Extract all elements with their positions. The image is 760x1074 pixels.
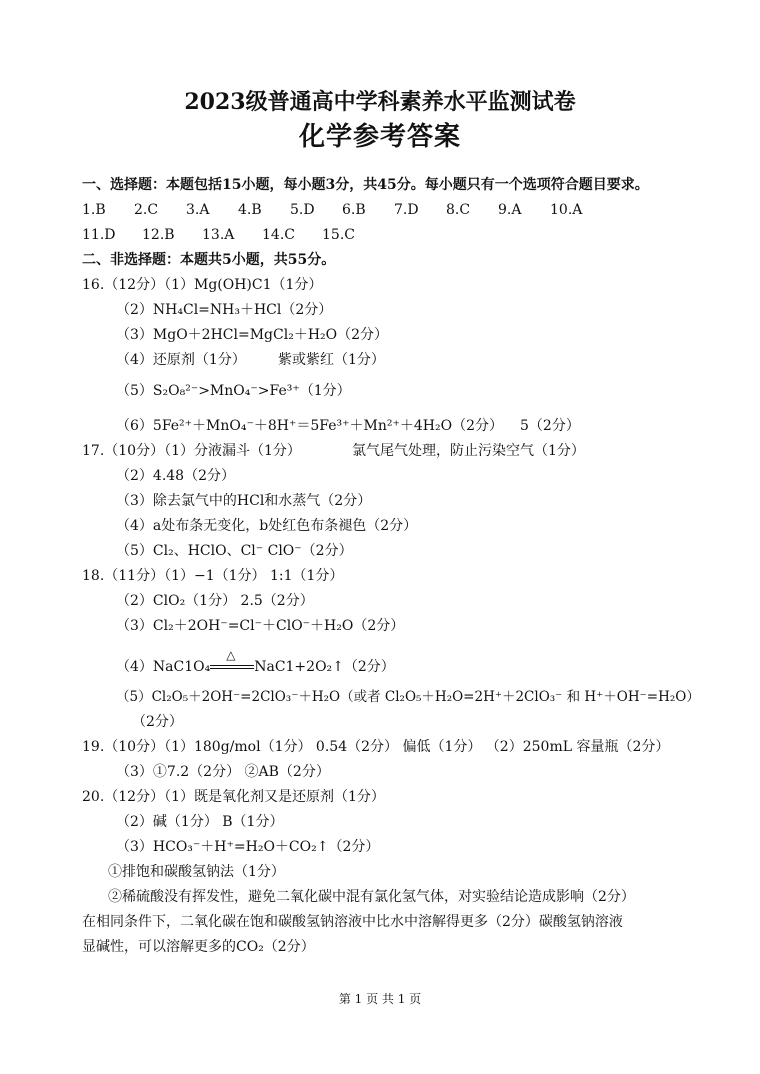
q19-line-2: （3）①7.2（2分） ②AB（2分）: [116, 764, 330, 780]
choice-answer: 14.C: [262, 227, 295, 243]
choice-answer: 2.C: [134, 202, 159, 218]
q16-line-4b: 紫或紫红（1分）: [278, 352, 385, 368]
choices-row-1: [82, 201, 602, 219]
heating-equals-sign: [210, 648, 254, 676]
q18-reactant: （4）NaC1O₄: [116, 659, 211, 675]
choice-answer: 10.A: [550, 202, 583, 218]
q17-line-1b: 氯气尾气处理，防止污染空气（1分）: [352, 443, 585, 459]
q20-line-2: （2）碱（1分） B（1分）: [116, 814, 284, 830]
choice-answer: 3.A: [186, 202, 210, 218]
q17-line-2: （2）4.48（2分）: [116, 468, 235, 484]
choice-answer: 13.A: [202, 227, 235, 243]
choices-row-2: [82, 226, 382, 244]
q18-line-5: （5）Cl₂O₅＋2OH⁻=2ClO₃⁻＋H₂O（或者 Cl₂O₅＋H₂O=2H⁺＋2ClO₃⁻ 和 H⁺＋OH⁻=H₂O）: [116, 689, 700, 705]
heat-triangle-icon: △: [226, 648, 236, 662]
q20-line-1: 20.（12分）（1）既是氧化剂又是还原剂（1分）: [82, 789, 385, 805]
choice-answer: 4.B: [238, 202, 262, 218]
choice-answer: 6.B: [342, 202, 366, 218]
choice-answer: 1.B: [82, 202, 106, 218]
answer-title: 化学参考答案: [298, 122, 461, 152]
q17-line-3: （3）除去氯气中的HCl和水蒸气（2分）: [116, 493, 372, 509]
q17-line-1a: 17.（10分）（1）分液漏斗（1分）: [82, 443, 301, 459]
q20-line-5: ②稀硫酸没有挥发性，避免二氧化碳中混有氯化氢气体，对实验结论造成影响（2分）: [108, 889, 635, 905]
q16-line-6a: （6）5Fe²⁺＋MnO₄⁻＋8H⁺＝5Fe³⁺＋Mn²⁺＋4H₂O（2分）: [116, 418, 503, 434]
exam-title: 2023级普通高中学科素养水平监测试卷: [184, 89, 576, 115]
choice-answer: 12.B: [142, 227, 175, 243]
choice-answer: 7.D: [394, 202, 419, 218]
q20-line-4: ①排饱和碳酸氢钠法（1分）: [108, 864, 285, 880]
choice-answer: 9.A: [498, 202, 522, 218]
q18-line-3: （3）Cl₂＋2OH⁻=Cl⁻＋ClO⁻＋H₂O（2分）: [116, 618, 405, 634]
q20-line-3: （3）HCO₃⁻＋H⁺=H₂O＋CO₂↑（2分）: [116, 839, 380, 855]
q16-line-5: （5）S₂O₈²⁻>MnO₄⁻>Fe³⁺（1分）: [116, 383, 351, 399]
q16-line-1: 16.（12分）（1）Mg(OH)C1（1分）: [82, 277, 323, 293]
q16-line-2: （2）NH₄Cl=NH₃＋HCl（2分）: [116, 302, 333, 318]
q20-line-6: 在相同条件下，二氧化碳在饱和碳酸氢钠溶液中比水中溶解得更多（2分）碳酸氢钠溶液: [82, 914, 623, 930]
q17-line-4: （4）a处布条无变化，b处红色布条褪色（2分）: [116, 518, 418, 534]
q19-line-1: 19.（10分）（1）180g/mol（1分） 0.54（2分） 偏低（1分） （2）250mL 容量瓶（2分）: [82, 739, 670, 755]
choice-answer: 8.C: [446, 202, 471, 218]
q18-line-4: [116, 648, 395, 676]
q18-line-1: 18.（11分）（1）−1（1分） 1:1（1分）: [82, 568, 344, 584]
page-footer: 第 1 页 共 1 页: [338, 992, 422, 1006]
q17-line-5: （5）Cl₂、HClO、Cl⁻ ClO⁻（2分）: [116, 543, 353, 559]
q16-line-4a: （4）还原剂（1分）: [116, 352, 246, 368]
choice-answer: 15.C: [322, 227, 355, 243]
q16-line-3: （3）MgO＋2HCl=MgCl₂＋H₂O（2分）: [116, 327, 389, 343]
q18-line-2: （2）ClO₂（1分） 2.5（2分）: [116, 593, 314, 609]
choice-answer: 5.D: [290, 202, 315, 218]
section-1-heading: 一、选择题：本题包括15小题，每小题3分，共45分。每小题只有一个选项符合题目要求。: [82, 177, 649, 193]
q20-line-7: 显碱性，可以溶解更多的CO₂（2分）: [82, 939, 315, 955]
q18-products: NaC1+2O₂↑（2分）: [254, 659, 395, 675]
q18-line-6: （2分）: [132, 714, 183, 730]
q16-line-6b: 5（2分）: [520, 418, 580, 434]
section-2-heading: 二、非选择题：本题共5小题，共55分。: [82, 252, 336, 268]
choice-answer: 11.D: [82, 227, 116, 243]
